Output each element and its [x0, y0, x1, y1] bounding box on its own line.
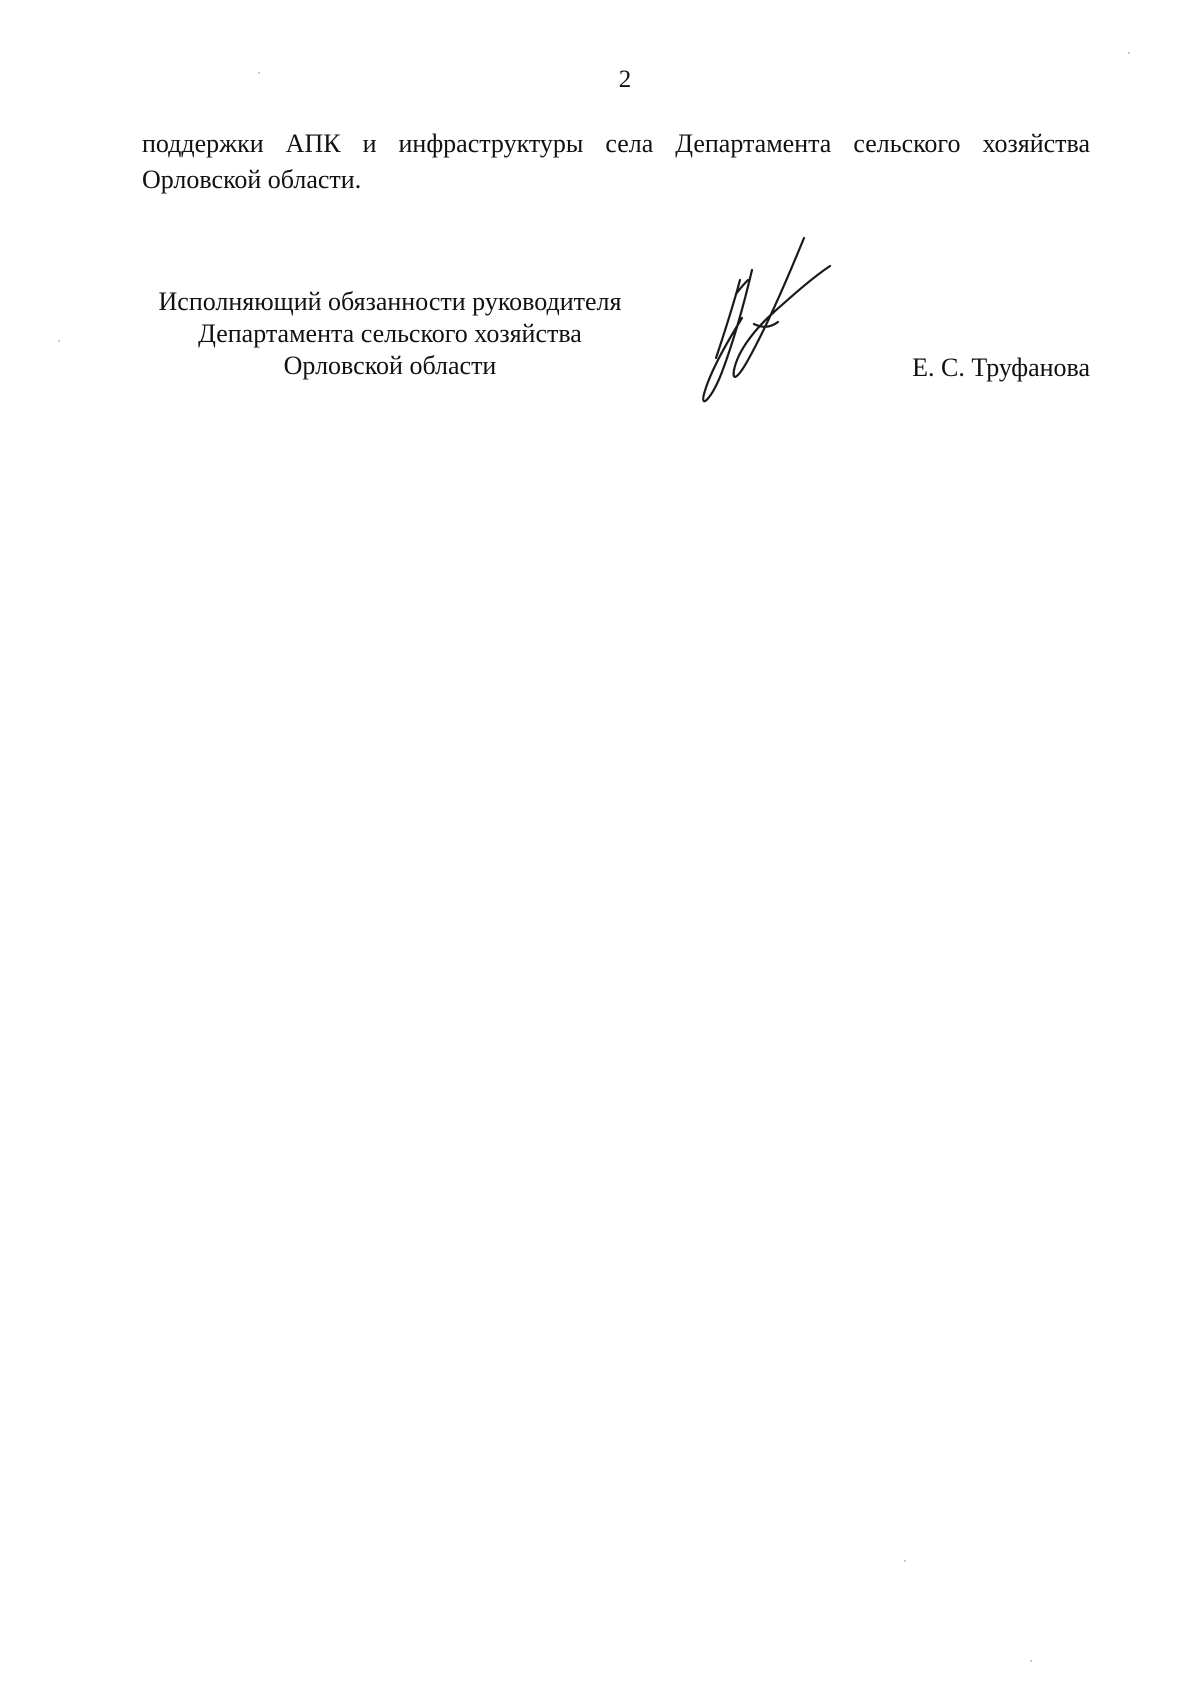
scan-speck — [1030, 1660, 1032, 1662]
signer-position-line-1: Исполняющий обязанности руководителя — [158, 287, 622, 316]
scan-speck — [58, 340, 60, 342]
scan-speck — [1128, 52, 1130, 54]
signer-name: Е. С. Труфанова — [912, 353, 1090, 382]
signer-position-line-2: Департамента сельского хозяйства — [198, 319, 582, 348]
page-number: 2 — [618, 66, 632, 93]
signer-position — [130, 286, 650, 382]
body-line-2: Орловской области. — [142, 165, 362, 194]
signature-icon — [696, 232, 836, 412]
scan-speck — [904, 1560, 906, 1562]
body-line-1: поддержки АПК и инфраструктуры села Департамента сельского хозяйства — [142, 129, 1090, 158]
body-paragraph — [142, 126, 1090, 198]
scan-speck — [258, 72, 260, 74]
signer-position-line-3: Орловской области — [283, 351, 497, 380]
